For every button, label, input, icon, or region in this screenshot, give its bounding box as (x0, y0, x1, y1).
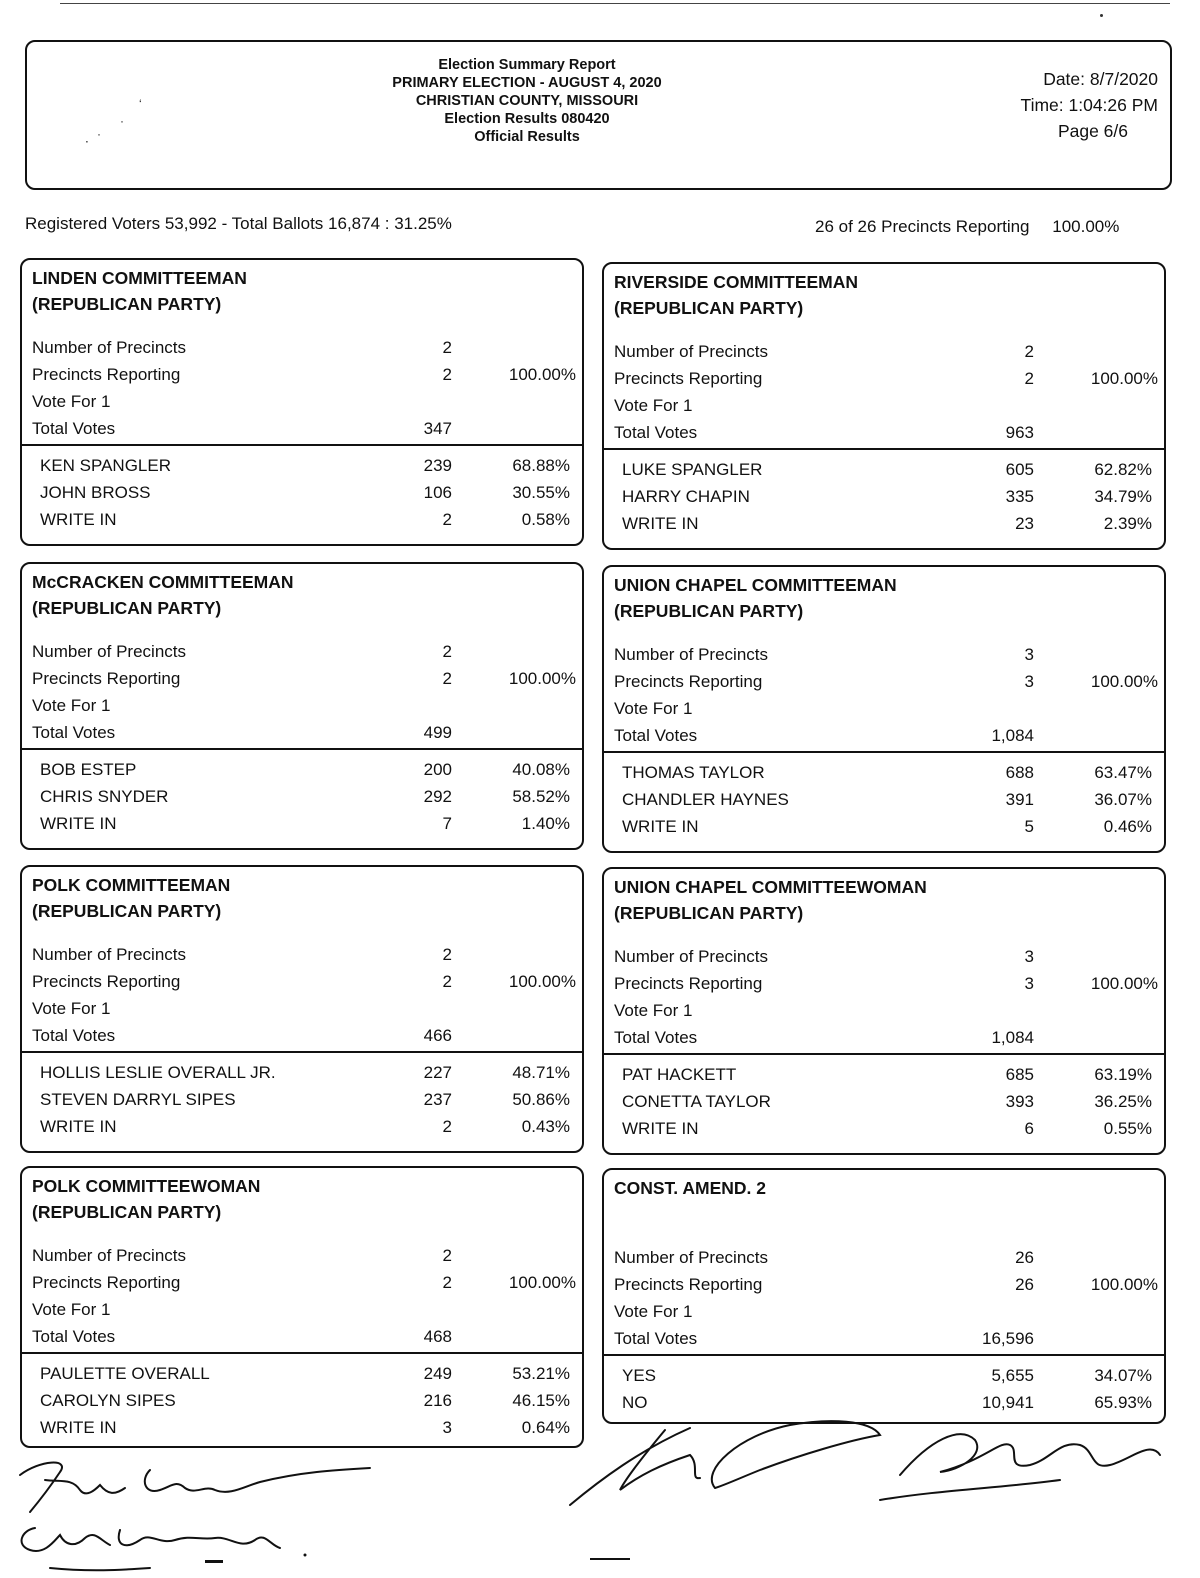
candidate-percent: 50.86% (512, 1090, 570, 1109)
candidate-row (40, 506, 582, 533)
row-percent: 100.00% (508, 972, 576, 991)
contest-box (602, 1168, 1166, 1424)
row-label: Total Votes (614, 1329, 698, 1348)
report-header (25, 40, 1172, 190)
scan-speck (1100, 14, 1103, 17)
row-percent: 100.00% (1090, 974, 1158, 993)
contest-box (602, 867, 1166, 1155)
row-label: Number of Precincts (614, 342, 768, 361)
candidate-row (40, 756, 582, 783)
report-time: Time: 1:04:26 PM (1020, 95, 1158, 115)
candidate-results (40, 452, 582, 533)
county-name: CHRISTIAN COUNTY, MISSOURI (415, 93, 639, 109)
candidate-name: WRITE IN (40, 510, 117, 529)
candidate-name: PAULETTE OVERALL (40, 1364, 210, 1383)
contest-box (20, 562, 584, 850)
contest-title: RIVERSIDE COMMITTEEMAN (REPUBLICAN PARTY) (614, 272, 859, 318)
candidate-name: NO (622, 1393, 648, 1412)
results-id: Election Results 080420 (444, 111, 610, 127)
candidate-row (40, 1059, 582, 1086)
contest-info (32, 334, 582, 442)
total-votes-row (32, 1323, 582, 1350)
contest-info (614, 338, 1164, 446)
row-percent: 100.00% (508, 365, 576, 384)
precincts-reporting-row (614, 365, 1164, 392)
candidate-percent: 0.55% (1103, 1119, 1152, 1138)
candidate-percent: 63.19% (1094, 1065, 1152, 1084)
precincts-reporting-row (32, 968, 582, 995)
row-label: Vote For 1 (614, 396, 693, 415)
contest-info (614, 641, 1164, 749)
candidate-votes: 10,941 (982, 1393, 1034, 1412)
precincts-reporting-row (32, 1269, 582, 1296)
row-label: Precincts Reporting (614, 974, 763, 993)
contest-info (614, 1244, 1164, 1352)
candidate-name: CHRIS SNYDER (40, 787, 169, 806)
row-value: 2 (442, 1246, 452, 1265)
candidate-row (622, 456, 1164, 483)
total-votes-row (614, 722, 1164, 749)
candidate-row (622, 813, 1164, 840)
candidate-percent: 40.08% (512, 760, 570, 779)
total-votes-row (614, 1325, 1164, 1352)
total-votes-row (32, 719, 582, 746)
candidate-percent: 53.21% (512, 1364, 570, 1383)
vote-for-row (614, 695, 1164, 722)
row-label: Vote For 1 (32, 392, 111, 411)
row-percent: 100.00% (508, 669, 576, 688)
candidate-votes: 227 (423, 1063, 452, 1082)
row-percent: 100.00% (508, 1273, 576, 1292)
candidate-percent: 1.40% (521, 814, 570, 833)
contest-info (614, 943, 1164, 1051)
row-value: 1,084 (991, 726, 1034, 745)
row-label: Number of Precincts (32, 642, 186, 661)
candidate-percent: 2.39% (1103, 514, 1152, 533)
report-meta (938, 66, 1158, 144)
candidate-percent: 0.58% (521, 510, 570, 529)
candidate-votes: 249 (423, 1364, 452, 1383)
candidate-votes: 239 (423, 456, 452, 475)
candidate-row (40, 1086, 582, 1113)
candidate-name: CONETTA TAYLOR (622, 1092, 771, 1111)
number-of-precincts-row (614, 1244, 1164, 1271)
candidate-row (622, 483, 1164, 510)
row-label: Total Votes (32, 419, 116, 438)
candidate-name: BOB ESTEP (40, 760, 137, 779)
row-label: Precincts Reporting (614, 369, 763, 388)
candidate-votes: 2 (442, 510, 452, 529)
candidate-percent: 36.07% (1094, 790, 1152, 809)
row-value: 2 (442, 338, 452, 357)
candidate-percent: 36.25% (1094, 1092, 1152, 1111)
candidate-row (40, 1113, 582, 1140)
row-value: 2 (442, 972, 452, 991)
candidate-percent: 65.93% (1094, 1393, 1152, 1412)
candidate-votes: 605 (1005, 460, 1034, 479)
row-label: Precincts Reporting (614, 672, 763, 691)
candidate-row (40, 452, 582, 479)
candidate-row (622, 759, 1164, 786)
row-value: 3 (1024, 645, 1034, 664)
precincts-reporting-row (614, 1271, 1164, 1298)
row-percent: 100.00% (1090, 369, 1158, 388)
contest-divider (604, 1053, 1164, 1055)
vote-for-row (614, 1298, 1164, 1325)
row-value: 2 (442, 669, 452, 688)
candidate-row (622, 786, 1164, 813)
row-label: Precincts Reporting (32, 669, 181, 688)
total-votes-row (32, 1022, 582, 1049)
precincts-reporting-text: 26 of 26 Precincts Reporting (815, 217, 1030, 236)
row-percent: 100.00% (1090, 672, 1158, 691)
report-date: Date: 8/7/2020 (1043, 69, 1158, 89)
candidate-votes: 335 (1005, 487, 1034, 506)
row-label: Precincts Reporting (32, 972, 181, 991)
contest-divider (22, 748, 582, 750)
candidate-votes: 292 (423, 787, 452, 806)
candidate-votes: 3 (442, 1418, 452, 1437)
row-label: Number of Precincts (32, 945, 186, 964)
row-label: Vote For 1 (614, 1302, 693, 1321)
contest-box (602, 262, 1166, 550)
candidate-results (622, 759, 1164, 840)
precincts-reporting-row (614, 970, 1164, 997)
row-label: Total Votes (32, 723, 116, 742)
contest-title: UNION CHAPEL COMMITTEEMAN (REPUBLICAN PARTY) (614, 575, 897, 621)
row-percent: 100.00% (1090, 1275, 1158, 1294)
contest-title: POLK COMMITTEEWOMAN (REPUBLICAN PARTY) (32, 1176, 261, 1222)
candidate-row (40, 1360, 582, 1387)
contest-title: POLK COMMITTEEMAN (REPUBLICAN PARTY) (32, 875, 231, 921)
scan-speck: · (120, 114, 124, 128)
candidate-name: WRITE IN (622, 1119, 699, 1138)
candidate-percent: 0.43% (521, 1117, 570, 1136)
candidate-percent: 0.46% (1103, 817, 1152, 836)
vote-for-row (32, 1296, 582, 1323)
row-value: 2 (442, 365, 452, 384)
candidate-name: JOHN BROSS (40, 483, 151, 502)
candidate-percent: 0.64% (521, 1418, 570, 1437)
total-votes-row (614, 419, 1164, 446)
row-value: 3 (1024, 947, 1034, 966)
candidate-percent: 58.52% (512, 787, 570, 806)
row-value: 3 (1024, 974, 1034, 993)
candidate-votes: 688 (1005, 763, 1034, 782)
candidate-name: HARRY CHAPIN (622, 487, 750, 506)
row-value: 26 (1015, 1248, 1034, 1267)
candidate-votes: 7 (442, 814, 452, 833)
candidate-row (40, 810, 582, 837)
row-value: 2 (1024, 369, 1034, 388)
candidate-votes: 106 (423, 483, 452, 502)
contest-title: LINDEN COMMITTEEMAN (REPUBLICAN PARTY) (32, 268, 247, 314)
candidate-row (40, 783, 582, 810)
candidate-votes: 200 (423, 760, 452, 779)
row-label: Vote For 1 (32, 999, 111, 1018)
precincts-summary (815, 217, 1119, 237)
candidate-votes: 2 (442, 1117, 452, 1136)
candidate-percent: 48.71% (512, 1063, 570, 1082)
candidate-name: WRITE IN (40, 1117, 117, 1136)
row-value: 963 (1005, 423, 1034, 442)
candidate-row (40, 479, 582, 506)
vote-for-row (32, 388, 582, 415)
row-label: Vote For 1 (614, 1001, 693, 1020)
candidate-votes: 23 (1015, 514, 1034, 533)
candidate-name: WRITE IN (40, 1418, 117, 1437)
candidate-name: WRITE IN (40, 814, 117, 833)
row-label: Precincts Reporting (32, 1273, 181, 1292)
candidate-results (622, 456, 1164, 537)
contest-info (32, 941, 582, 1049)
row-label: Total Votes (614, 1028, 698, 1047)
candidate-name: STEVEN DARRYL SIPES (40, 1090, 236, 1109)
contest-divider (22, 1352, 582, 1354)
candidate-row (622, 1088, 1164, 1115)
total-votes-row (32, 415, 582, 442)
row-label: Total Votes (614, 423, 698, 442)
row-value: 1,084 (991, 1028, 1034, 1047)
candidate-name: CHANDLER HAYNES (622, 790, 789, 809)
row-value: 2 (442, 642, 452, 661)
candidate-percent: 62.82% (1094, 460, 1152, 479)
election-name: PRIMARY ELECTION - AUGUST 4, 2020 (392, 75, 662, 91)
candidate-name: LUKE SPANGLER (622, 460, 763, 479)
row-value: 468 (423, 1327, 452, 1346)
candidate-percent: 30.55% (512, 483, 570, 502)
report-title-block (327, 56, 727, 146)
row-value: 347 (423, 419, 452, 438)
results-status: Official Results (474, 129, 580, 145)
candidate-percent: 68.88% (512, 456, 570, 475)
candidate-name: CAROLYN SIPES (40, 1391, 176, 1410)
row-value: 466 (423, 1026, 452, 1045)
number-of-precincts-row (32, 334, 582, 361)
row-value: 3 (1024, 672, 1034, 691)
row-label: Total Votes (614, 726, 698, 745)
row-label: Precincts Reporting (32, 365, 181, 384)
vote-for-row (614, 392, 1164, 419)
candidate-results (40, 1059, 582, 1140)
number-of-precincts-row (614, 641, 1164, 668)
row-label: Number of Precincts (32, 338, 186, 357)
precincts-reporting-pct: 100.00% (1052, 217, 1120, 236)
candidate-votes: 5 (1024, 817, 1034, 836)
number-of-precincts-row (32, 638, 582, 665)
contest-info (32, 638, 582, 746)
candidate-results (40, 756, 582, 837)
row-label: Number of Precincts (614, 947, 768, 966)
row-value: 2 (1024, 342, 1034, 361)
precincts-reporting-row (614, 668, 1164, 695)
contest-divider (604, 751, 1164, 753)
candidate-votes: 5,655 (991, 1366, 1034, 1385)
row-label: Vote For 1 (614, 699, 693, 718)
candidate-votes: 216 (423, 1391, 452, 1410)
total-votes-row (614, 1024, 1164, 1051)
number-of-precincts-row (32, 1242, 582, 1269)
candidate-name: YES (622, 1366, 657, 1385)
row-label: Total Votes (32, 1026, 116, 1045)
candidate-name: WRITE IN (622, 514, 699, 533)
precincts-reporting-row (32, 665, 582, 692)
row-label: Vote For 1 (32, 1300, 111, 1319)
scan-speck: ‘ (139, 97, 142, 111)
candidate-votes: 6 (1024, 1119, 1034, 1138)
candidate-row (622, 1362, 1164, 1389)
contest-box (20, 865, 584, 1153)
contest-divider (22, 1051, 582, 1053)
row-value: 499 (423, 723, 452, 742)
page-number: Page 6/6 (1057, 121, 1128, 141)
signatures (0, 1400, 1200, 1578)
row-label: Number of Precincts (614, 1248, 768, 1267)
contest-divider (604, 1354, 1164, 1356)
candidate-row (622, 510, 1164, 537)
candidate-percent: 63.47% (1094, 763, 1152, 782)
contest-title: CONST. AMEND. 2 (614, 1178, 767, 1198)
candidate-votes: 391 (1005, 790, 1034, 809)
row-label: Total Votes (32, 1327, 116, 1346)
candidate-name: KEN SPANGLER (40, 456, 172, 475)
scan-edge-line (60, 3, 1170, 4)
number-of-precincts-row (32, 941, 582, 968)
candidate-name: THOMAS TAYLOR (622, 763, 765, 782)
row-label: Precincts Reporting (614, 1275, 763, 1294)
contest-box (602, 565, 1166, 853)
contest-divider (604, 448, 1164, 450)
contest-title: McCRACKEN COMMITTEEMAN (REPUBLICAN PARTY) (32, 572, 294, 618)
contest-info (32, 1242, 582, 1350)
row-value: 2 (442, 1273, 452, 1292)
report-title: Election Summary Report (438, 57, 616, 73)
candidate-results (622, 1061, 1164, 1142)
registered-voters-summary: Registered Voters 53,992 - Total Ballots 16,874 : 31.25% (25, 214, 452, 233)
scan-speck: ⋅ (85, 135, 89, 149)
number-of-precincts-row (614, 943, 1164, 970)
vote-for-row (32, 995, 582, 1022)
contest-title: UNION CHAPEL COMMITTEEWOMAN (REPUBLICAN PARTY) (614, 877, 927, 923)
precincts-reporting-row (32, 361, 582, 388)
candidate-name: HOLLIS LESLIE OVERALL JR. (40, 1063, 276, 1082)
contest-divider (22, 444, 582, 446)
scan-speck: · (97, 127, 101, 141)
candidate-percent: 34.07% (1094, 1366, 1152, 1385)
candidate-name: PAT HACKETT (622, 1065, 737, 1084)
candidate-row (622, 1061, 1164, 1088)
candidate-percent: 34.79% (1094, 487, 1152, 506)
row-value: 26 (1015, 1275, 1034, 1294)
contest-box (20, 258, 584, 546)
vote-for-row (614, 997, 1164, 1024)
signature-icon (0, 1400, 1200, 1578)
candidate-percent: 46.15% (512, 1391, 570, 1410)
row-label: Vote For 1 (32, 696, 111, 715)
candidate-votes: 237 (423, 1090, 452, 1109)
candidate-name: WRITE IN (622, 817, 699, 836)
row-label: Number of Precincts (614, 645, 768, 664)
row-value: 16,596 (982, 1329, 1034, 1348)
candidate-votes: 685 (1005, 1065, 1034, 1084)
row-label: Number of Precincts (32, 1246, 186, 1265)
number-of-precincts-row (614, 338, 1164, 365)
candidate-row (622, 1115, 1164, 1142)
candidate-votes: 393 (1005, 1092, 1034, 1111)
row-value: 2 (442, 945, 452, 964)
vote-for-row (32, 692, 582, 719)
